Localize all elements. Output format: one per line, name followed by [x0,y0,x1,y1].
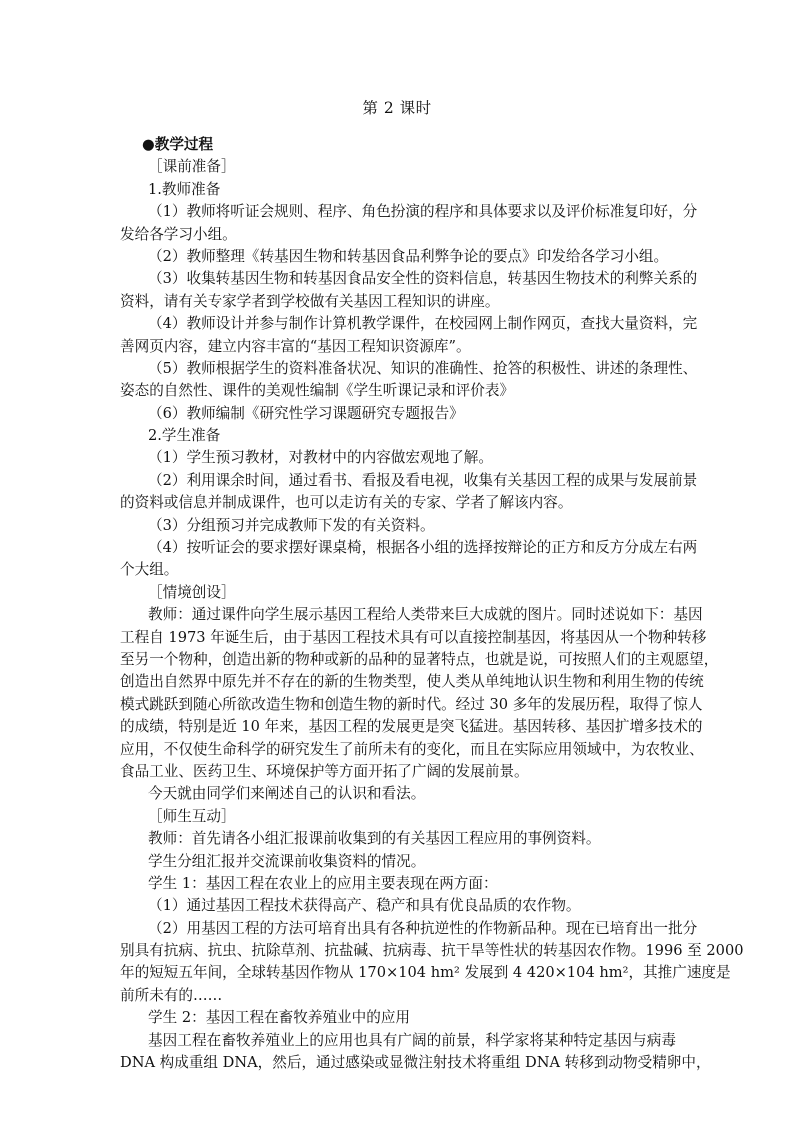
text-line: DNA 构成重组 DNA，然后，通过感染或显微注射技术将重组 DNA 转移到动物受精卵中， [120,1054,711,1072]
text-line: （5）教师根据学生的资料准备状况、知识的准确性、抢答的积极性、讲述的条理性、 [148,359,698,377]
text-line: 善网页内容，建立内容丰富的“基因工程知识资源库”。 [120,337,471,355]
text-line: 学生 1：基因工程在农业上的应用主要表现在两方面： [148,874,498,892]
text-line: 的资料或信息并制成课件，也可以走访有关的专家、学者了解该内容。 [120,494,573,512]
text-line: 个大组。 [120,561,179,579]
text-line: （4）按听证会的要求摆好课桌椅，根据各小组的选择按辩论的正方和反方分成左右两 [148,539,698,557]
text-line: （4）教师设计并参与制作计算机教学课件，在校园网上制作网页，查找大量资料，完 [148,315,698,333]
text-line: （1）学生预习教材，对教材中的内容做宏观地了解。 [148,449,493,467]
text-line: （2）教师整理《转基因生物和转基因食品利弊争论的要点》印发给各学习小组。 [148,247,669,265]
text-line: （2）用基因工程的方法可培育出具有各种抗逆性的作物新品种。现在已培育出一批分 [148,919,698,937]
text-line: 姿态的自然性、课件的美观性编制《学生听课记录和评价表》 [120,382,515,400]
text-line: 资料，请有关专家学者到学校做有关基因工程知识的讲座。 [120,292,500,310]
text-line: （1）通过基因工程技术获得高产、稳产和具有优良品质的农作物。 [148,897,581,915]
text-line: 1.教师准备 [148,180,221,198]
text-line: （3）收集转基因生物和转基因食品安全性的资料信息，转基因生物技术的利弊关系的 [148,270,698,288]
text-line: 前所未有的…… [120,986,223,1004]
text-line: 模式跳跃到随心所欲改造生物和创造生物的新时代。经过 30 多年的发展历程，取得了惊人 [120,695,703,713]
text-line: （6）教师编制《研究性学习课题研究专题报告》 [148,404,464,422]
text-line: 食品工业、医药卫生、环境保护等方面开拓了广阔的发展前景。 [120,762,529,780]
text-line: （3）分组预习并完成教师下发的有关资料。 [148,516,435,534]
text-line: 基因工程在畜牧养殖业上的应用也具有广阔的前景，科学家将某种特定基因与病毒 [148,1031,676,1049]
text-line: 工程自 1973 年诞生后，由于基因工程技术具有可以直接控制基因，将基因从一个物种转移 [120,628,707,646]
text-line: 2.学生准备 [148,427,221,445]
text-line: （2）利用课余时间，通过看书、看报及看电视，收集有关基因工程的成果与发展前景 [148,471,698,489]
text-line: 的成绩，特别是近 10 年来，基因工程的发展更是突飞猛进。基因转移、基因扩增多技术的 [120,718,703,736]
document-body [120,134,744,1074]
text-line: 教师：通过课件向学生展示基因工程给人类带来巨大成就的图片。同时述说如下：基因 [148,606,703,624]
text-line: 教师：首先请各小组汇报课前收集到的有关基因工程应用的事例资料。 [148,830,601,848]
text-line: ［情境创设］ [148,583,236,601]
text-line: 创造出自然界中原先并不存在的新的生物类型，使人类从单纯地认识生物和利用生物的传统 [120,673,704,691]
page-title: 第 2 课时 [362,99,432,117]
text-line: 今天就由同学们来阐述自己的认识和看法。 [148,785,426,803]
text-line: 学生分组汇报并交流课前收集资料的情况。 [148,852,426,870]
text-line: 应用，不仅使生命科学的研究发生了前所未有的变化，而且在实际应用领域中，为农牧业、 [120,740,704,758]
text-line: ［师生互动］ [148,807,236,825]
text-line: 至另一个物种，创造出新的物种或新的品种的显著特点，也就是说，可按照人们的主观愿望， [120,650,719,668]
text-line: 发给各学习小组。 [120,225,237,243]
text-line: 别具有抗病、抗虫、抗除草剂、抗盐碱、抗病毒、抗干旱等性状的转基因农作物。1996 至 2000 [120,942,744,960]
section-heading: ●教学过程 [142,136,214,153]
text-line: 年的短短五年间，全球转基因作物从 170×104 hm² 发展到 4 420×104 hm²，其推广速度是 [120,964,731,982]
text-line: 学生 2：基因工程在畜牧养殖业中的应用 [148,1009,411,1027]
text-line: ［课前准备］ [148,158,236,176]
text-line: （1）教师将听证会规则、程序、角色扮演的程序和具体要求以及评价标准复印好，分 [148,203,698,221]
